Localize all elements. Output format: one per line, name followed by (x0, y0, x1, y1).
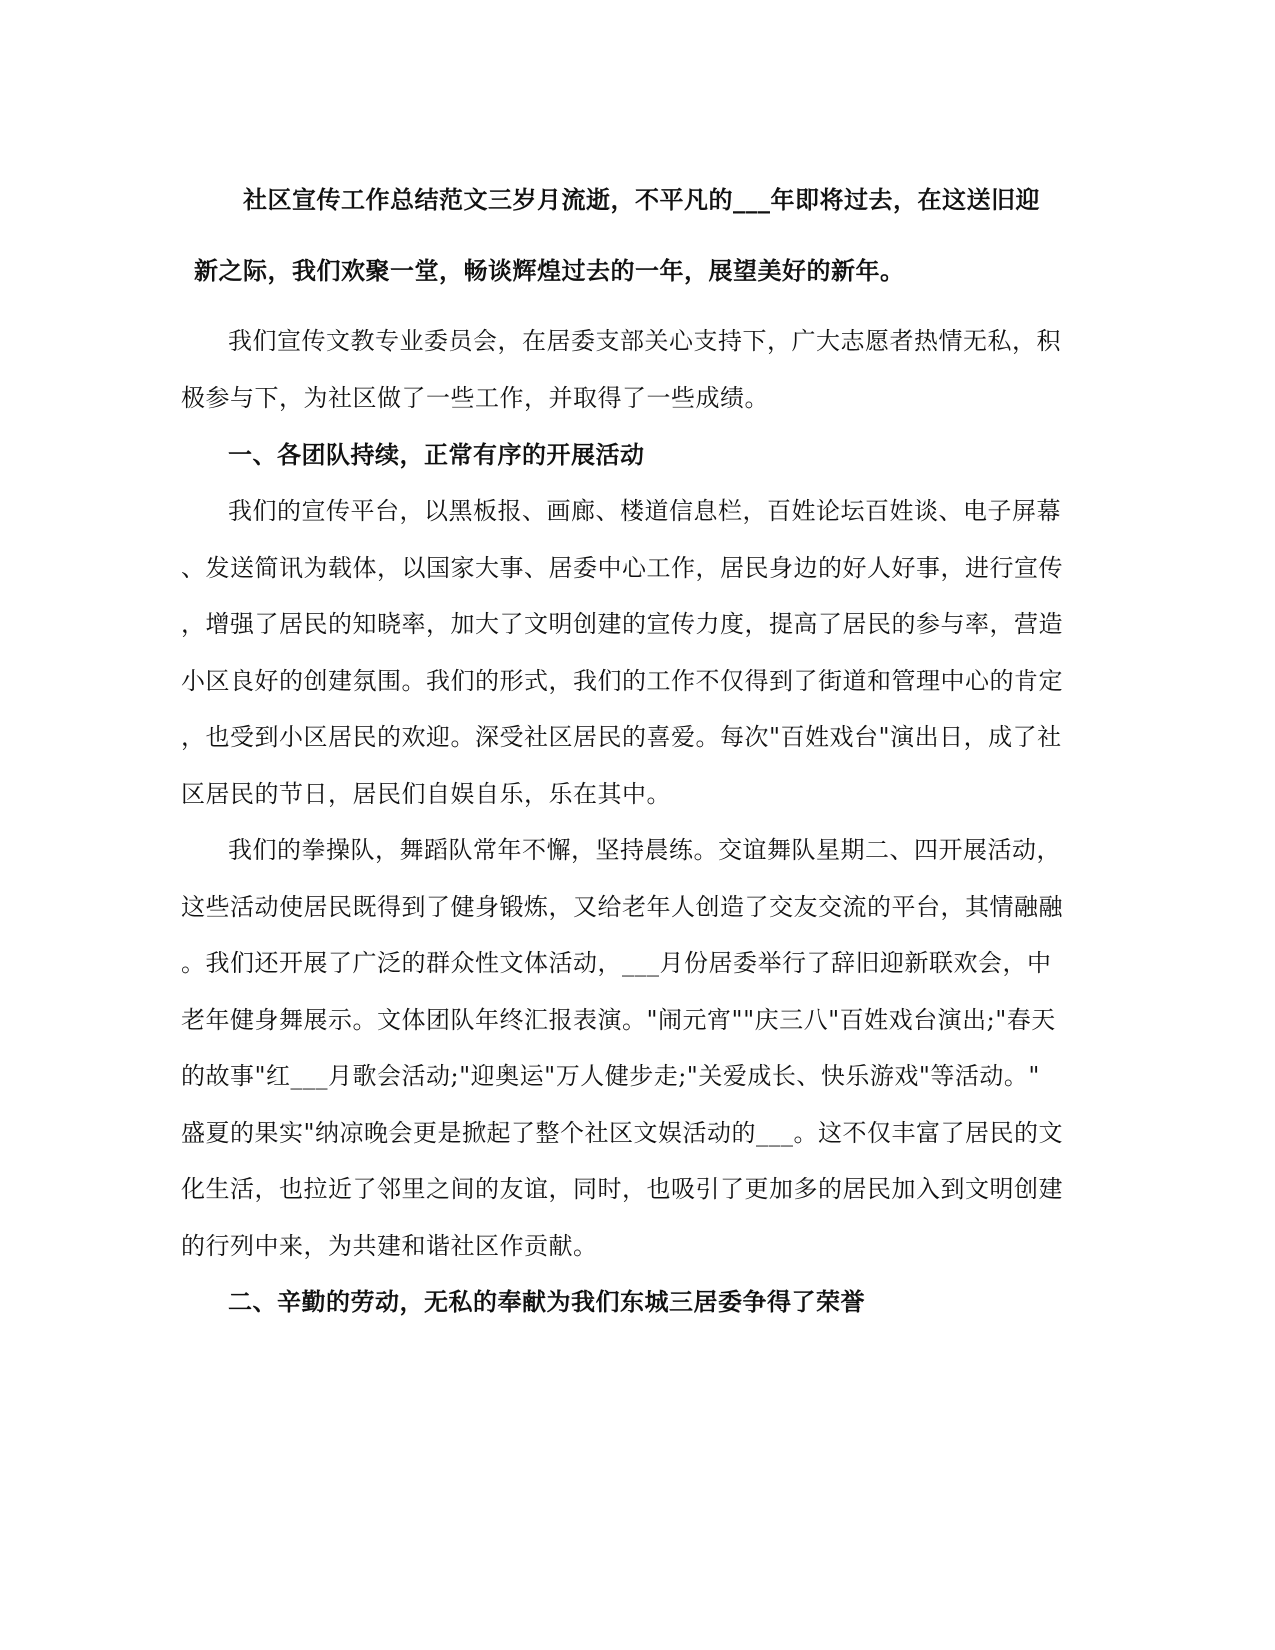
section-heading-1: 一、各团队持续，正常有序的开展活动 (228, 440, 645, 469)
paragraph-1-line-1: 我们的宣传平台，以黑板报、画廊、楼道信息栏，百姓论坛百姓谈、电子屏幕 (228, 497, 1061, 525)
intro-line-2: 极参与下，为社区做了一些工作，并取得了一些成绩。 (181, 384, 769, 412)
paragraph-2-line-8: 的行列中来，为共建和谐社区作贡献。 (181, 1232, 598, 1260)
intro-line-1: 我们宣传文教专业委员会，在居委支部关心支持下，广大志愿者热情无私，积 (228, 327, 1061, 355)
paragraph-1-line-5: ，也受到小区居民的欢迎。深受社区居民的喜爱。每次"百姓戏台"演出日，成了社 (181, 723, 1062, 751)
paragraph-1-line-4: 小区良好的创建氛围。我们的形式，我们的工作不仅得到了街道和管理中心的肯定 (181, 667, 1063, 695)
paragraph-2-line-1: 我们的拳操队，舞蹈队常年不懈，坚持晨练。交谊舞队星期二、四开展活动， (228, 836, 1061, 864)
paragraph-2-line-6: 盛夏的果实"纳凉晚会更是掀起了整个社区文娱活动的___。这不仅丰富了居民的文 (181, 1119, 1064, 1147)
paragraph-2-line-3: 。我们还开展了广泛的群众性文体活动，___月份居委举行了辞旧迎新联欢会，中 (181, 949, 1052, 977)
paragraph-1-line-3: ，增强了居民的知晓率，加大了文明创建的宣传力度，提高了居民的参与率，营造 (181, 610, 1063, 638)
paragraph-2-line-4: 老年健身舞展示。文体团队年终汇报表演。"闹元宵""庆三八"百姓戏台演出;"春天 (181, 1006, 1056, 1034)
paragraph-2-line-5: 的故事"红___月歌会活动;"迎奥运"万人健步走;"关爱成长、快乐游戏"等活动。" (181, 1062, 1040, 1090)
paragraph-1-line-6: 区居民的节日，居民们自娱自乐，乐在其中。 (181, 780, 671, 808)
title-line-2: 新之际，我们欢聚一堂，畅谈辉煌过去的一年，展望美好的新年。 (194, 256, 905, 285)
paragraph-2-line-7: 化生活，也拉近了邻里之间的友谊，同时，也吸引了更加多的居民加入到文明创建 (181, 1175, 1063, 1203)
paragraph-2-line-2: 这些活动使居民既得到了健身锻炼，又给老年人创造了交友交流的平台，其情融融 (181, 893, 1063, 921)
title-line-1: 社区宣传工作总结范文三岁月流逝，不平凡的___年即将过去，在这送旧迎 (243, 185, 1040, 214)
paragraph-1-line-2: 、发送简讯为载体，以国家大事、居委中心工作，居民身边的好人好事，进行宣传 (181, 554, 1063, 582)
section-heading-2: 二、辛勤的劳动，无私的奉献为我们东城三居委争得了荣誉 (228, 1287, 865, 1316)
